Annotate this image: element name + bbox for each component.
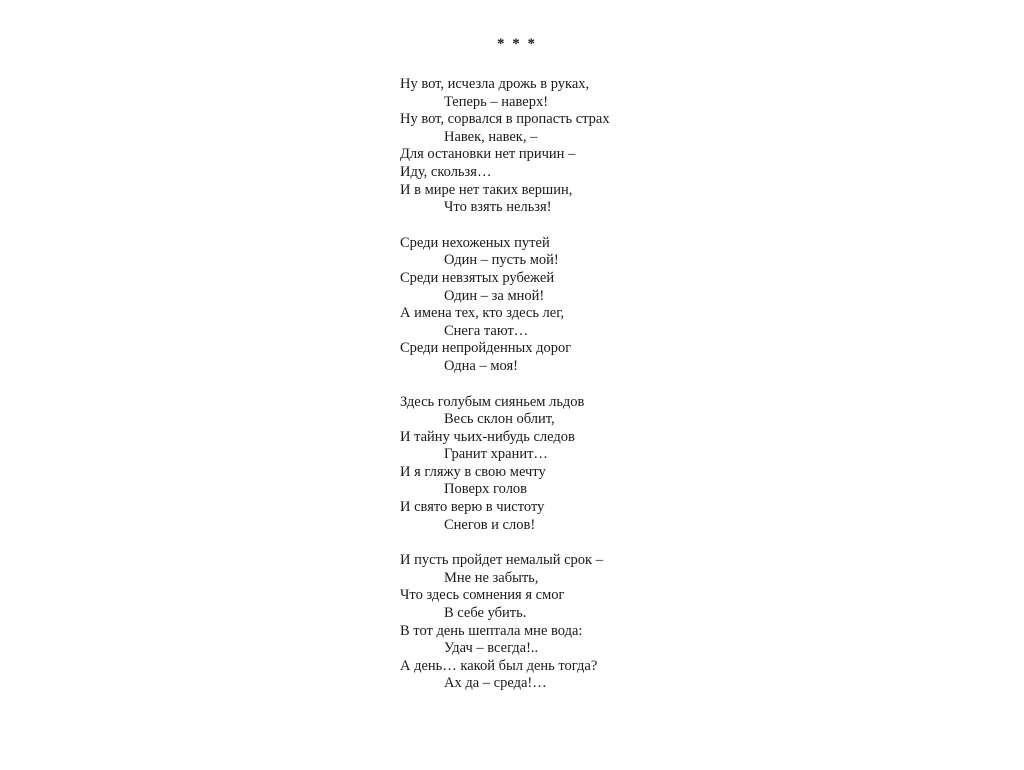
poem-line: А имена тех, кто здесь лег,: [400, 305, 565, 322]
poem-line: И тайну чьих-нибудь следов: [400, 428, 575, 445]
poem-line: Ну вот, сорвался в пропасть страх: [400, 111, 610, 128]
poem-line: И в мире нет таких вершин,: [400, 181, 573, 198]
poem: [400, 76, 700, 711]
poem-line: И пусть пройдет немалый срок –: [400, 552, 603, 569]
poem-line: Что здесь сомнения я смог: [400, 587, 565, 604]
poem-line: Среди нехоженых путей: [400, 234, 550, 251]
poem-line: Одна – моя!: [444, 357, 519, 374]
poem-line: Среди невзятых рубежей: [400, 269, 555, 286]
poem-line: Для остановки нет причин –: [400, 146, 576, 163]
poem-line: А день… какой был день тогда?: [400, 657, 598, 674]
poem-line: Поверх голов: [444, 481, 528, 498]
poem-line: В тот день шептала мне вода:: [400, 622, 583, 639]
poem-line: Здесь голубым сияньем льдов: [400, 393, 585, 410]
poem-line: И свято верю в чистоту: [400, 499, 545, 516]
stanza-3: [400, 394, 700, 535]
poem-line: Снега тают…: [444, 322, 529, 339]
stanza-1: [400, 76, 700, 217]
poem-line: Теперь – наверх!: [444, 93, 549, 110]
poem-line: Весь склон облит,: [444, 411, 555, 428]
stanza-4: [400, 552, 700, 693]
poem-line: Иду, скользя…: [400, 163, 492, 180]
poem-line: Один – пусть мой!: [444, 252, 559, 269]
poem-line: Ах да – среда!…: [444, 675, 547, 692]
poem-line: Один – за мной!: [444, 287, 545, 304]
poem-line: Снегов и слов!: [444, 516, 536, 533]
poem-line: И я гляжу в свою мечту: [400, 463, 546, 480]
poem-line: Мне не забыть,: [444, 569, 539, 586]
poem-line: Среди непройденных дорог: [400, 340, 572, 357]
poem-line: Гранит хранит…: [444, 446, 548, 463]
poem-line: Навек, навек, –: [444, 128, 538, 145]
poem-line: Ну вот, исчезла дрожь в руках,: [400, 76, 590, 92]
poem-line: В себе убить.: [444, 605, 527, 622]
poem-line: Что взять нельзя!: [444, 199, 552, 216]
stanza-separator: * * *: [497, 36, 537, 52]
poem-line: Удач – всегда!..: [444, 640, 539, 657]
stanza-2: [400, 235, 700, 376]
